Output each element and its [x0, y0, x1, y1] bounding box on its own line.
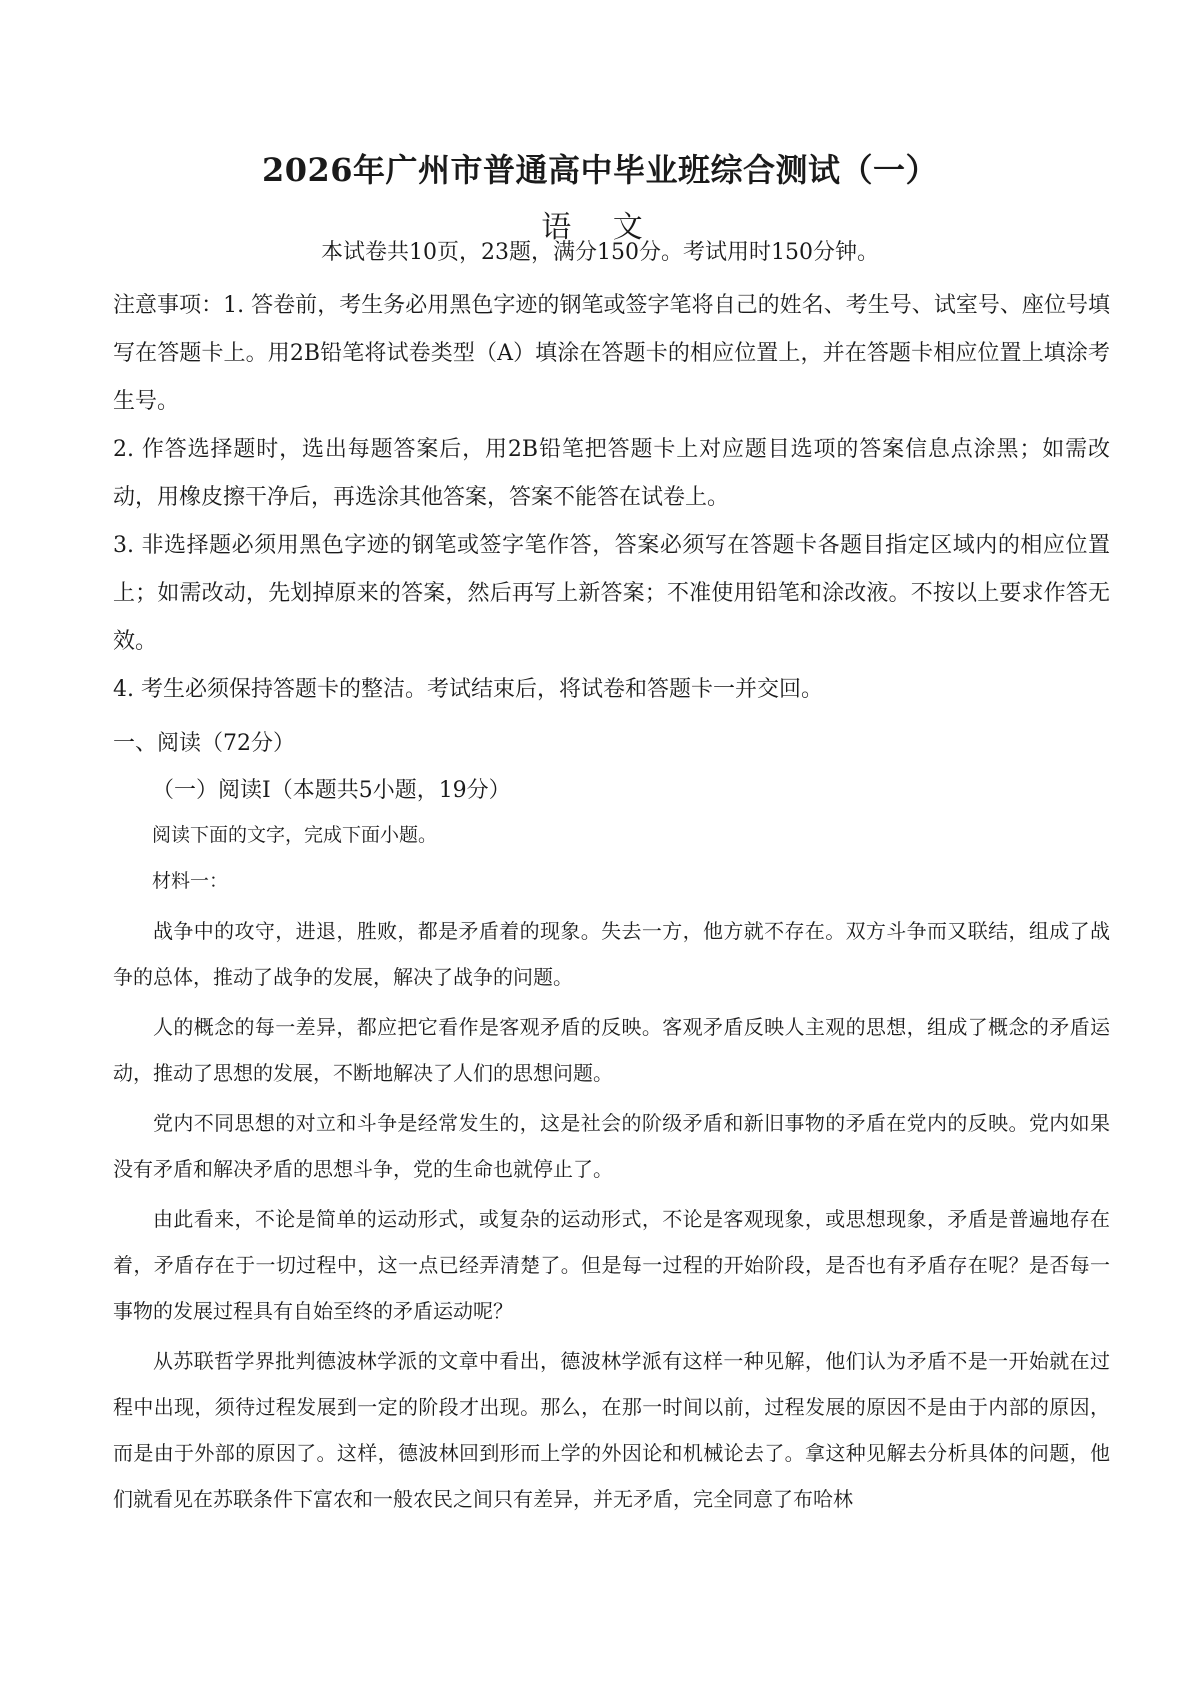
passage-paragraph: 从苏联哲学界批判德波林学派的文章中看出，德波林学派有这样一种见解，他们认为矛盾不是一开始就在过程中出现，须待过程发展到一定的阶段才出现。那么，在那一时间以前，过程发展的原因不是由于内部的原因，而是由于外部的原因了。这样，德波林回到形而上学的外因论和机械论去了。拿这种见解去分析具体的问题，他们就看见在苏联条件下富农和一般农民之间只有差异，并无矛盾，完全同意了布哈林 [113, 1349, 1110, 1511]
exam-notes [113, 282, 1110, 714]
note-item: 注意事项：1. 答卷前，考生务必用黑色字迹的钢笔或签字笔将自己的姓名、考生号、试室号、座位号填写在答题卡上。用2B铅笔将试卷类型（A）填涂在答题卡的相应位置上，并在答题卡相应位置上填涂考生号。 [113, 293, 1110, 414]
note-item: 2. 作答选择题时，选出每题答案后，用2B铅笔把答题卡上对应题目选项的答案信息点涂黑；如需改动，用橡皮擦干净后，再选涂其他答案，答案不能答在试卷上。 [113, 437, 1110, 510]
exam-info: 本试卷共10页，23题，满分150分。考试用时150分钟。 [321, 240, 879, 265]
passage-paragraph: 由此看来，不论是简单的运动形式，或复杂的运动形式，不论是客观现象，或思想现象，矛盾是普遍地存在着，矛盾存在于一切过程中，这一点已经弄清楚了。但是每一过程的开始阶段，是否也有矛盾存在呢？是否每一事物的发展过程具有自始至终的矛盾运动呢？ [113, 1207, 1110, 1323]
passage-paragraph: 战争中的攻守，进退，胜败，都是矛盾着的现象。失去一方，他方就不存在。双方斗争而又联结，组成了战争的总体，推动了战争的发展，解决了战争的问题。 [113, 919, 1110, 989]
section-heading: 一、阅读（72分） [113, 731, 295, 756]
passage-paragraph: 党内不同思想的对立和斗争是经常发生的，这是社会的阶级矛盾和新旧事物的矛盾在党内的反映。党内如果没有矛盾和解决矛盾的思想斗争，党的生命也就停止了。 [113, 1111, 1110, 1181]
note-item: 3. 非选择题必须用黑色字迹的钢笔或签字笔作答，答案必须写在答题卡各题目指定区域内的相应位置上；如需改动，先划掉原来的答案，然后再写上新答案；不准使用铅笔和涂改液。不按以上要求作答无效。 [113, 533, 1110, 654]
reading-passage [113, 908, 1110, 1526]
note-item: 4. 考生必须保持答题卡的整洁。考试结束后，将试卷和答题卡一并交回。 [113, 677, 823, 702]
passage-paragraph: 人的概念的每一差异，都应把它看作是客观矛盾的反映。客观矛盾反映人主观的思想，组成了概念的矛盾运动，推动了思想的发展，不断地解决了人们的思想问题。 [113, 1015, 1110, 1085]
exam-title: 2026年广州市普通高中毕业班综合测试（一） [261, 151, 939, 189]
material-label: 材料一： [152, 870, 229, 892]
reading-instruction: 阅读下面的文字，完成下面小题。 [152, 824, 438, 846]
subsection-heading: （一）阅读Ⅰ（本题共5小题，19分） [152, 778, 511, 803]
subject-title: 语 文 [541, 210, 659, 245]
